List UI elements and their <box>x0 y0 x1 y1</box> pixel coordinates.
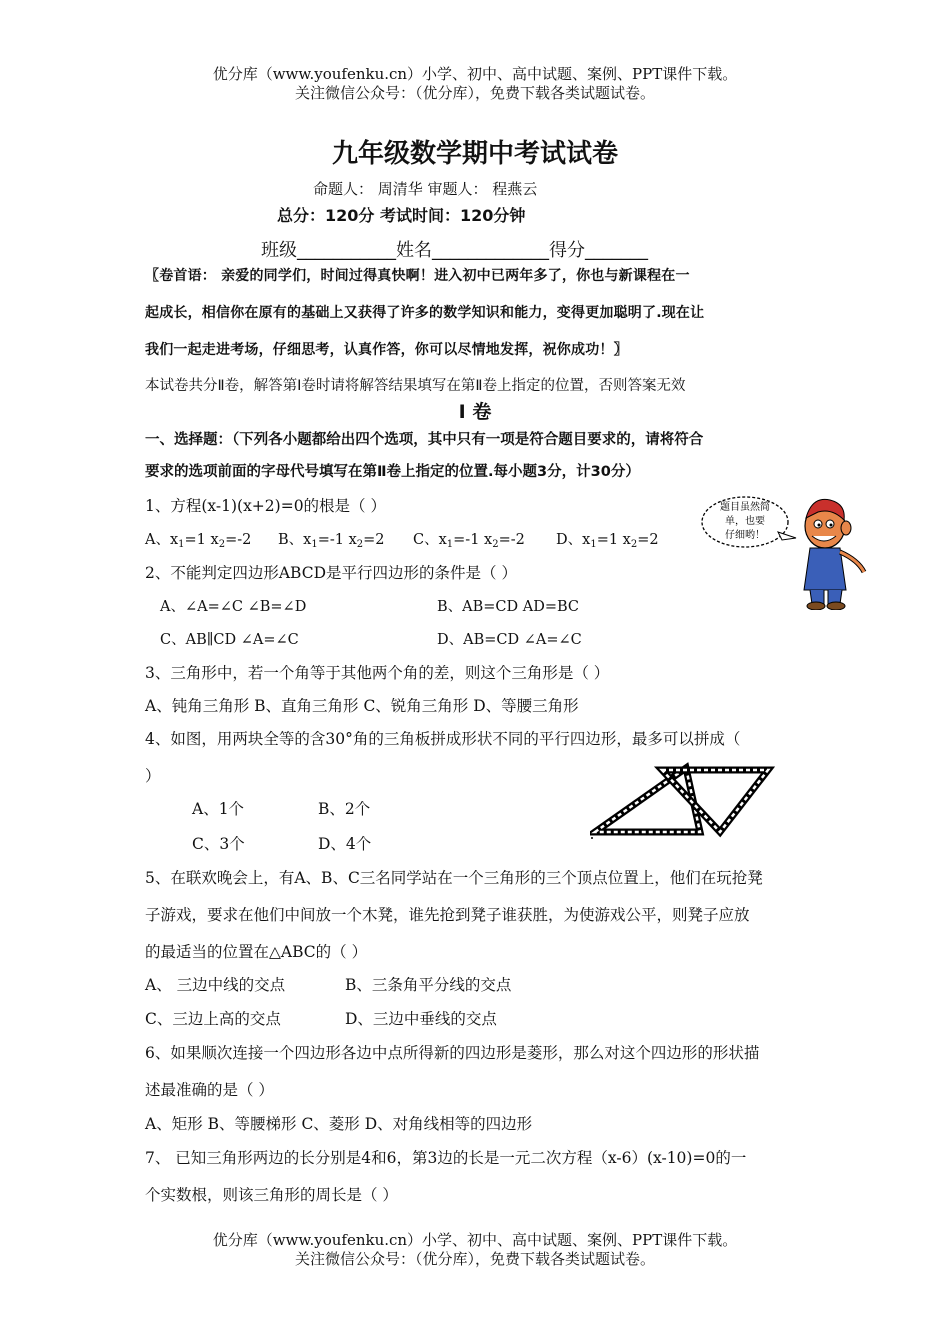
section1-line-1: 一、选择题：（下列各小题都给出四个选项，其中只有一项是符合题目要求的，请将符合 <box>145 432 704 448</box>
header-line-1: 优分库（www.youfenku.cn）小学、初中、高中试题、案例、PPT课件下载。 <box>212 65 738 83</box>
q6-stem-line-1: 6、如果顺次连接一个四边形各边中点所得新的四边形是菱形，那么对这个四边形的形状描 <box>145 1044 760 1062</box>
q5-option-d: D、三边中垂线的交点 <box>345 1010 497 1028</box>
bubble-line-2: 单，也要 <box>725 516 765 527</box>
q5-stem-line-2: 子游戏，要求在他们中间放一个木凳，谁先抢到凳子谁获胜，为使游戏公平，则凳子应放 <box>145 906 750 924</box>
q2-stem: 2、不能判定四边形ABCD是平行四边形的条件是（ ） <box>145 564 517 582</box>
q2-option-b: B、AB=CD AD=BC <box>437 599 580 615</box>
q1-option-a: A、$x_1=1$ $x_2=-2$ <box>145 532 252 550</box>
instructions: 本试卷共分Ⅱ卷，解答第Ⅰ卷时请将解答结果填写在第Ⅱ卷上指定的位置，否则答案无效 <box>145 378 686 394</box>
q2-option-d: D、AB=CD ∠A=∠C <box>437 632 582 648</box>
q6-options: A、矩形 B、等腰梯形 C、菱形 D、对角线相等的四边形 <box>145 1115 533 1133</box>
q1-stem: 1、方程(x-1)(x+2)=0的根是（ ） <box>145 497 386 515</box>
q4-stem-line-1: 4、如图，用两块全等的含30°角的三角板拼成形状不同的平行四边形，最多可以拼成（ <box>145 730 741 748</box>
q5-option-a: A、 三边中线的交点 <box>145 976 286 994</box>
cartoon-mascot <box>700 490 870 610</box>
q1-option-d: D、$x_1=1$ $x_2=2$ <box>556 532 659 550</box>
q5-stem-line-1: 5、在联欢晚会上，有A、B、C三名同学站在一个三角形的三个顶点位置上，他们在玩抢凳 <box>145 869 763 887</box>
bubble-line-1: 题目虽然简 <box>720 502 770 513</box>
q2-option-c: C、AB∥CD ∠A=∠C <box>160 632 299 648</box>
preface-line-2: 起成长，相信你在原有的基础上又获得了许多的数学知识和能力，变得更加聪明了.现在让 <box>145 305 705 321</box>
q3-options: A、钝角三角形 B、直角三角形 C、锐角三角形 D、等腰三角形 <box>145 697 579 715</box>
part-title: Ⅰ 卷 <box>458 401 492 423</box>
q5-stem-line-3: 的最适当的位置在△ABC的（ ） <box>145 943 368 961</box>
preface-line-3: 我们一起走进考场，仔细思考，认真作答，你可以尽情地发挥，祝你成功！〗 <box>145 342 628 358</box>
section1-line-2: 要求的选项前面的字母代号填写在第Ⅱ卷上指定的位置.每小题3分，计30分） <box>145 464 640 480</box>
bubble-line-3: 仔细哟！ <box>725 530 765 541</box>
authors-line: 命题人： 周清华 审题人： 程燕云 <box>313 180 538 198</box>
preface-line-1: 〖卷首语： 亲爱的同学们，时间过得真快啊！进入初中已两年多了，你也与新课程在一 <box>145 268 690 284</box>
q4-option-d: D、4个 <box>318 835 372 853</box>
q3-stem: 3、三角形中，若一个角等于其他两个角的差，则这个三角形是（ ） <box>145 664 610 682</box>
q4-option-c: C、3个 <box>192 835 245 853</box>
student-info-line: 班级___________姓名_____________得分_______ <box>261 240 648 261</box>
score-time-line: 总分：120分 考试时间：120分钟 <box>277 206 526 225</box>
q5-option-b: B、三条角平分线的交点 <box>345 976 512 994</box>
footer-line-1: 优分库（www.youfenku.cn）小学、初中、高中试题、案例、PPT课件下载。 <box>212 1231 738 1249</box>
q4-stem-line-2: ） <box>145 767 161 785</box>
q1-option-c: C、$x_1=-1$ $x_2=-2$ <box>413 532 525 550</box>
q2-option-a: A、∠A=∠C ∠B=∠D <box>160 599 307 615</box>
q7-stem-line-1: 7、 已知三角形两边的长分别是4和6，第3边的长是一元二次方程（x-6）(x-10)=0的一 <box>145 1149 747 1167</box>
footer-line-2: 关注微信公众号：（优分库），免费下载各类试题试卷。 <box>294 1250 655 1268</box>
q1-option-b: B、$x_1=-1$ $x_2=2$ <box>278 532 385 550</box>
q5-option-c: C、三边上高的交点 <box>145 1010 281 1028</box>
header-line-2: 关注微信公众号：（优分库），免费下载各类试题试卷。 <box>294 84 655 102</box>
q6-stem-line-2: 述最准确的是（ ） <box>145 1081 274 1099</box>
triangle-figure <box>590 760 775 840</box>
q4-option-a: A、1个 <box>192 800 245 818</box>
page-title: 九年级数学期中考试试卷 <box>331 139 618 169</box>
q4-option-b: B、2个 <box>318 800 371 818</box>
q7-stem-line-2: 个实数根，则该三角形的周长是（ ） <box>145 1186 398 1204</box>
